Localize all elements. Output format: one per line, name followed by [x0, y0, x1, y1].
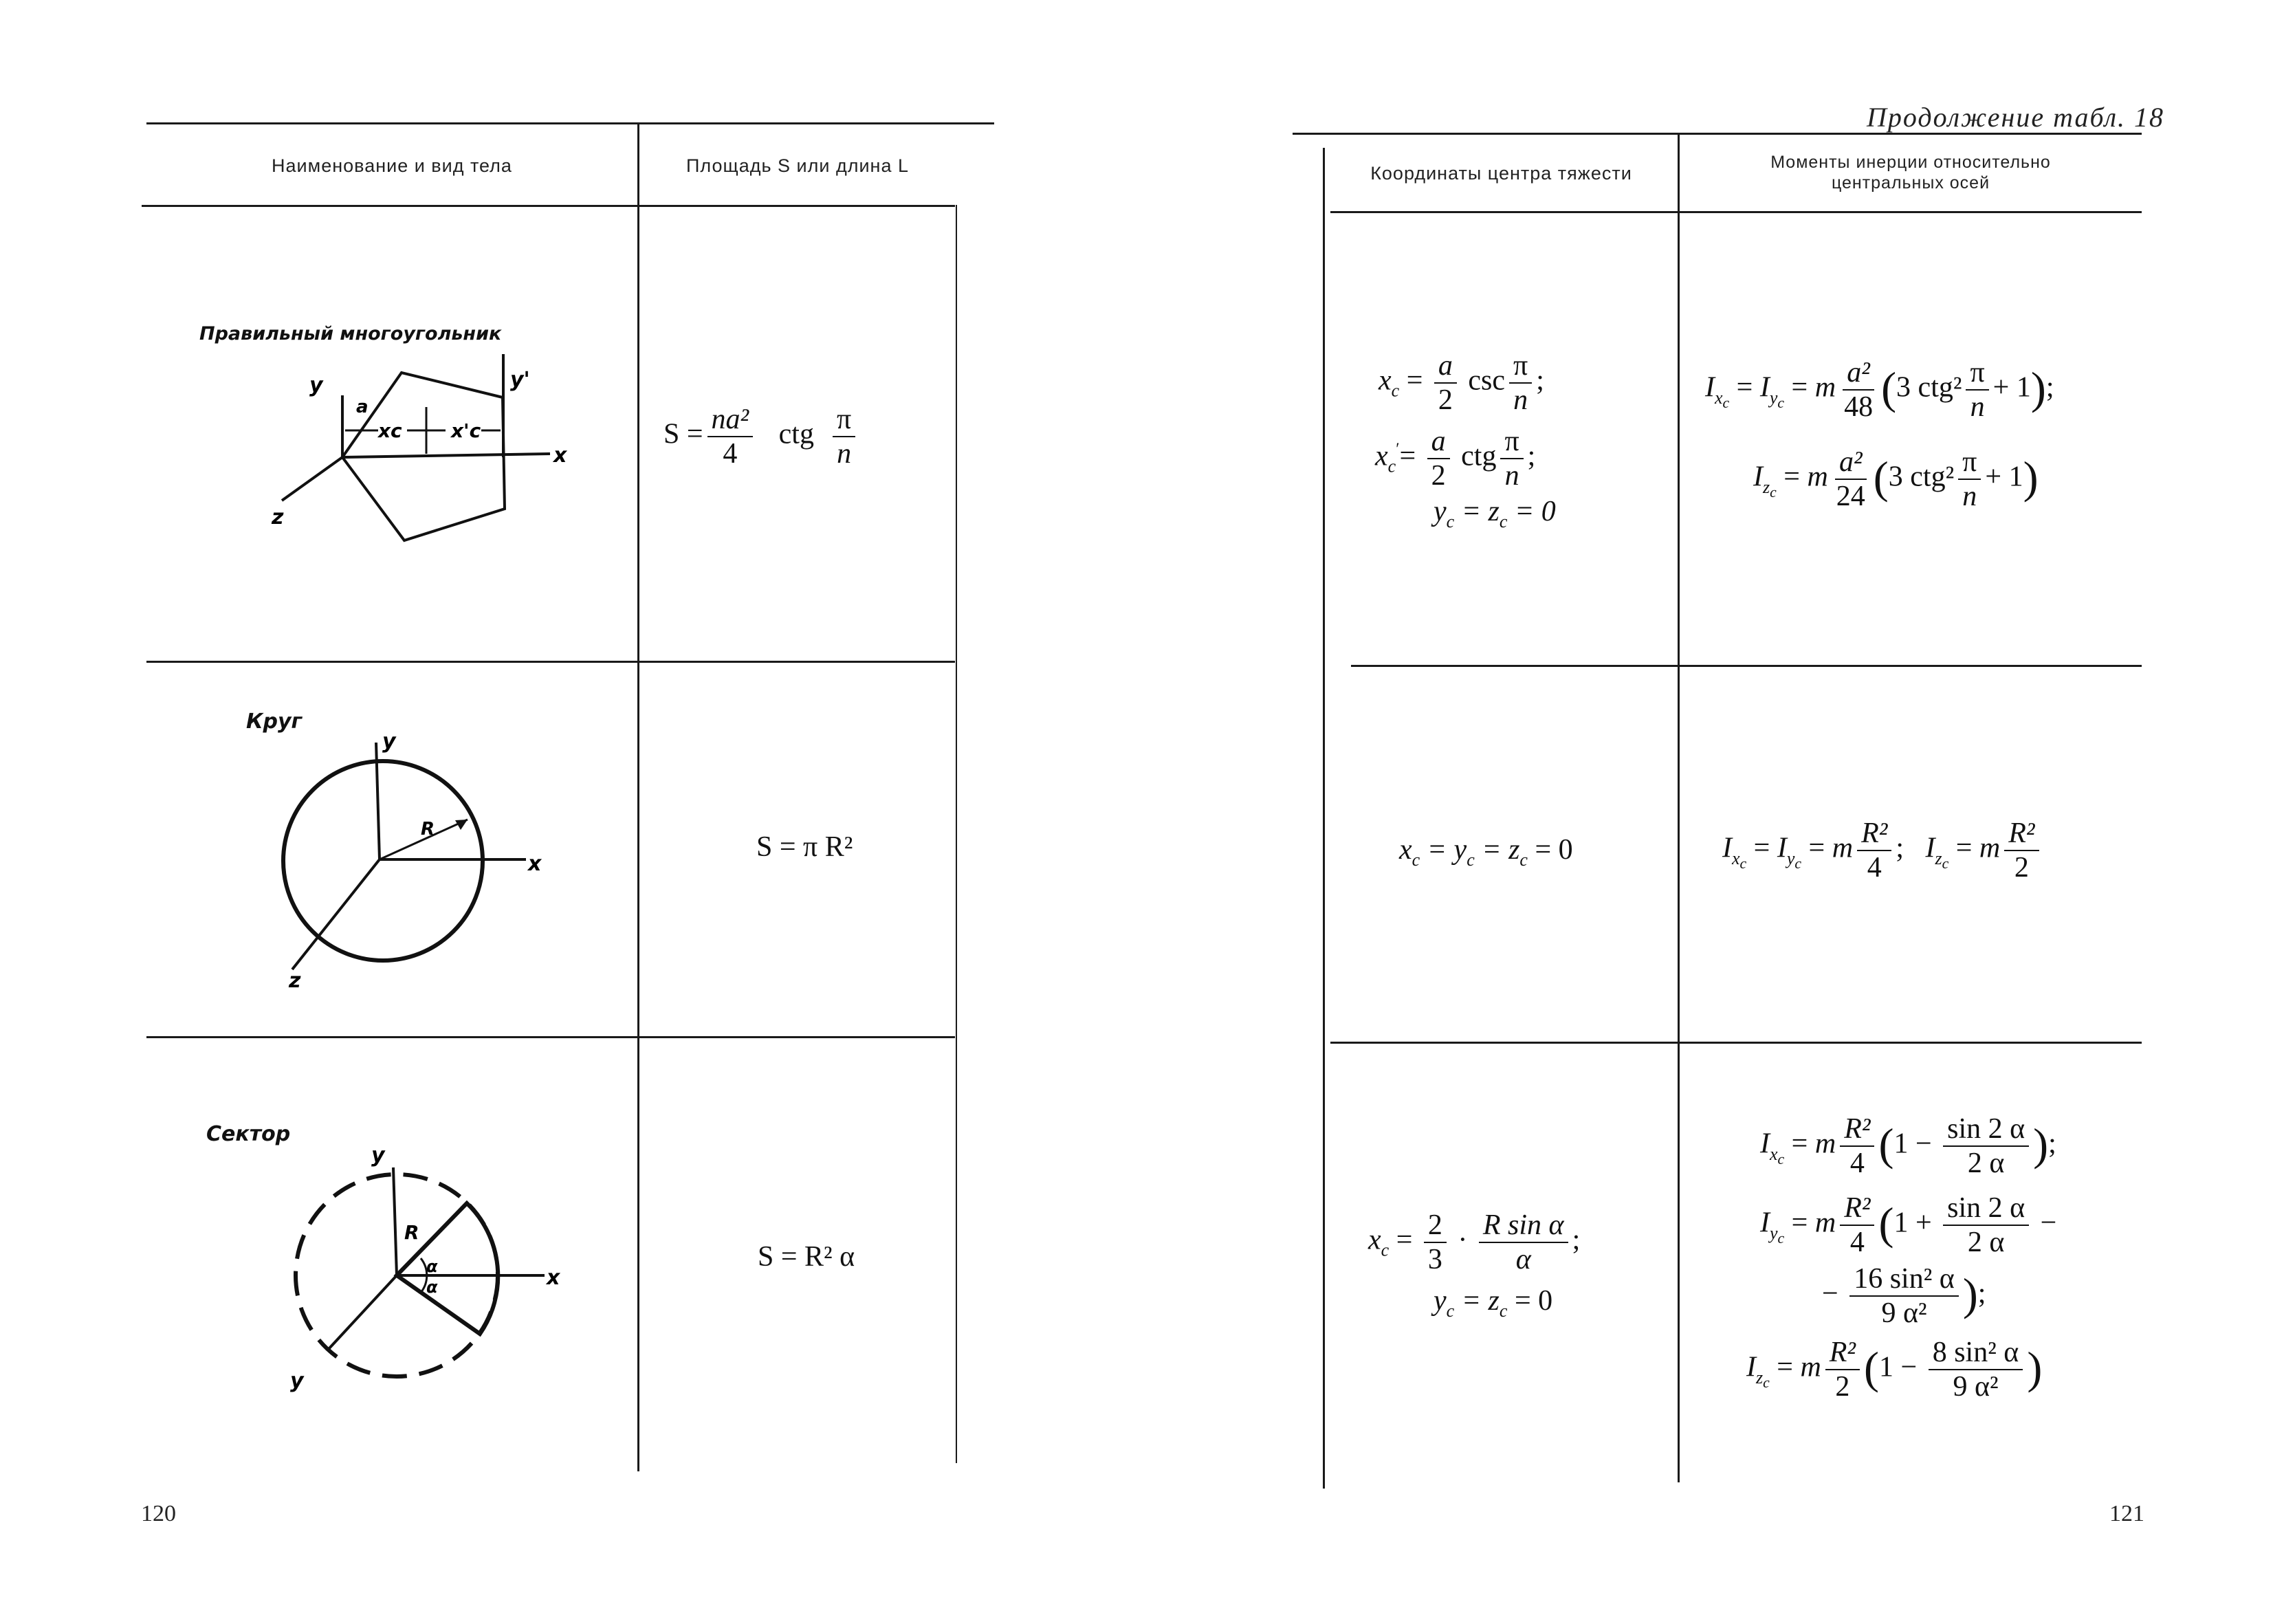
poly-label-z: z	[272, 505, 284, 529]
header-area: Площадь S или длина L	[686, 155, 909, 176]
row3-moment-2: $I_{y_c} = m$ $\frac{\text{R²}}{4}$ (1 + $\frac{\sin 2 \alpha}{2 \alpha}$ −	[1760, 1192, 2057, 1259]
left-page-number: 120	[141, 1501, 176, 1526]
y-bottom-axis	[329, 1275, 397, 1349]
row3-name: Сектор	[206, 1122, 291, 1146]
left-right-edge	[956, 205, 957, 1463]
row2-moments: $I_{x_c} = I_{y_c} = m$ $\frac{\text{R²}}{4}$ ; $I_{z_c} = m$ $\frac{\text{R²}}{2}$	[1722, 818, 2043, 883]
sector-diagram	[261, 1134, 578, 1416]
circ-label-y: y	[382, 729, 396, 754]
sect-label-a2: α	[426, 1277, 438, 1297]
header-name: Наименование и вид тела	[272, 155, 512, 176]
row1-moment-1: $I_{x_c} = I_{y_c} = m$ $\frac{\text{a²}}{48}$ (3 ctg² $\frac{\pi}{n}$ + 1);	[1705, 357, 2054, 424]
poly-label-x: x	[553, 443, 567, 468]
right-left-edge	[1323, 148, 1325, 1489]
left-header-rule	[142, 205, 955, 207]
header-coords: Координаты центра тяжести	[1370, 163, 1632, 184]
row2-name: Круг	[246, 710, 303, 734]
row3-moment-4: $I_{z_c} = m$ $\frac{\text{R²}}{2}$ (1 − $\frac{\text{8 sin² α}}{\text{9 α²}}$ )	[1746, 1337, 2043, 1403]
right-row1-rule	[1351, 665, 2142, 667]
circ-label-R: R	[421, 819, 435, 840]
row1-area: S = $\frac{\text{na²}}{4}$ ctg $\frac{\pi}{n}$	[663, 404, 859, 469]
right-row2-rule	[1330, 1042, 2142, 1044]
left-row1-rule	[146, 661, 955, 663]
right-page-number: 121	[2109, 1501, 2144, 1526]
left-top-rule	[146, 122, 994, 124]
row1-coord-2: $x_c'=$ $\frac{a}{2}$ ctg $\frac{\pi}{n}$ ;	[1375, 426, 1536, 492]
poly-label-xcp: x'c	[451, 419, 481, 442]
row3-area: S = R² α	[758, 1241, 855, 1273]
z-axis	[282, 457, 342, 501]
right-col-divider	[1678, 135, 1680, 1482]
poly-label-y: y	[309, 373, 323, 397]
header-moments-1: Моменты инерции относительно	[1770, 153, 2051, 172]
z-axis	[292, 859, 380, 969]
polygon-diagram	[261, 344, 591, 564]
sect-label-ybot: y	[290, 1369, 304, 1393]
continuation-label: Продолжение табл. 18	[1867, 102, 2165, 133]
sect-label-R: R	[404, 1221, 419, 1244]
sect-label-a1: α	[426, 1257, 438, 1276]
row3-moment-3: − $\frac{\text{16 sin² α}}{\text{9 α²}}$ );	[1822, 1263, 1986, 1330]
header-moments-2: центральных осей	[1831, 173, 1990, 193]
poly-label-xc: xc	[378, 419, 402, 442]
row3-moment-1: $I_{x_c} = m$ $\frac{\text{R²}}{4}$ (1 − $\frac{\sin 2 \alpha}{2 \alpha}$ );	[1760, 1113, 2056, 1180]
row1-coord-1: $x_c$ = $\frac{a}{2}$ csc $\frac{\pi}{n}$ ;	[1379, 350, 1544, 417]
sect-label-ytop: y	[371, 1143, 385, 1167]
poly-label-yp: y'	[510, 368, 530, 392]
row2-area: S = π R²	[756, 831, 853, 863]
left-col-divider	[637, 124, 639, 1471]
row1-name: Правильный многоугольник	[199, 323, 502, 344]
sect-label-x: x	[547, 1266, 560, 1290]
x-axis	[342, 454, 550, 457]
right-header-rule	[1330, 211, 2142, 213]
row3-coord-1: $x_c$ = $\frac{2}{3}$ · $\frac{\text{R sin α}}{\alpha}$ ;	[1368, 1209, 1581, 1276]
row3-coord-2: $y_c = z_c = 0$	[1434, 1285, 1553, 1321]
row1-coord-3: $y_c = z_c = 0$	[1434, 496, 1556, 531]
poly-label-a: a	[356, 397, 369, 417]
left-row2-rule	[146, 1036, 955, 1038]
row2-coords: $x_c = y_c = z_c = 0$	[1399, 834, 1573, 870]
circle-diagram	[261, 722, 564, 997]
row1-moment-2: $I_{z_c} = m$ $\frac{\text{a²}}{24}$ (3 ctg² $\frac{\pi}{n}$ + 1)	[1753, 446, 2039, 513]
right-top-rule	[1293, 133, 2142, 135]
circ-label-z: z	[289, 969, 301, 993]
y-axis	[393, 1167, 397, 1275]
circ-label-x: x	[528, 852, 542, 876]
